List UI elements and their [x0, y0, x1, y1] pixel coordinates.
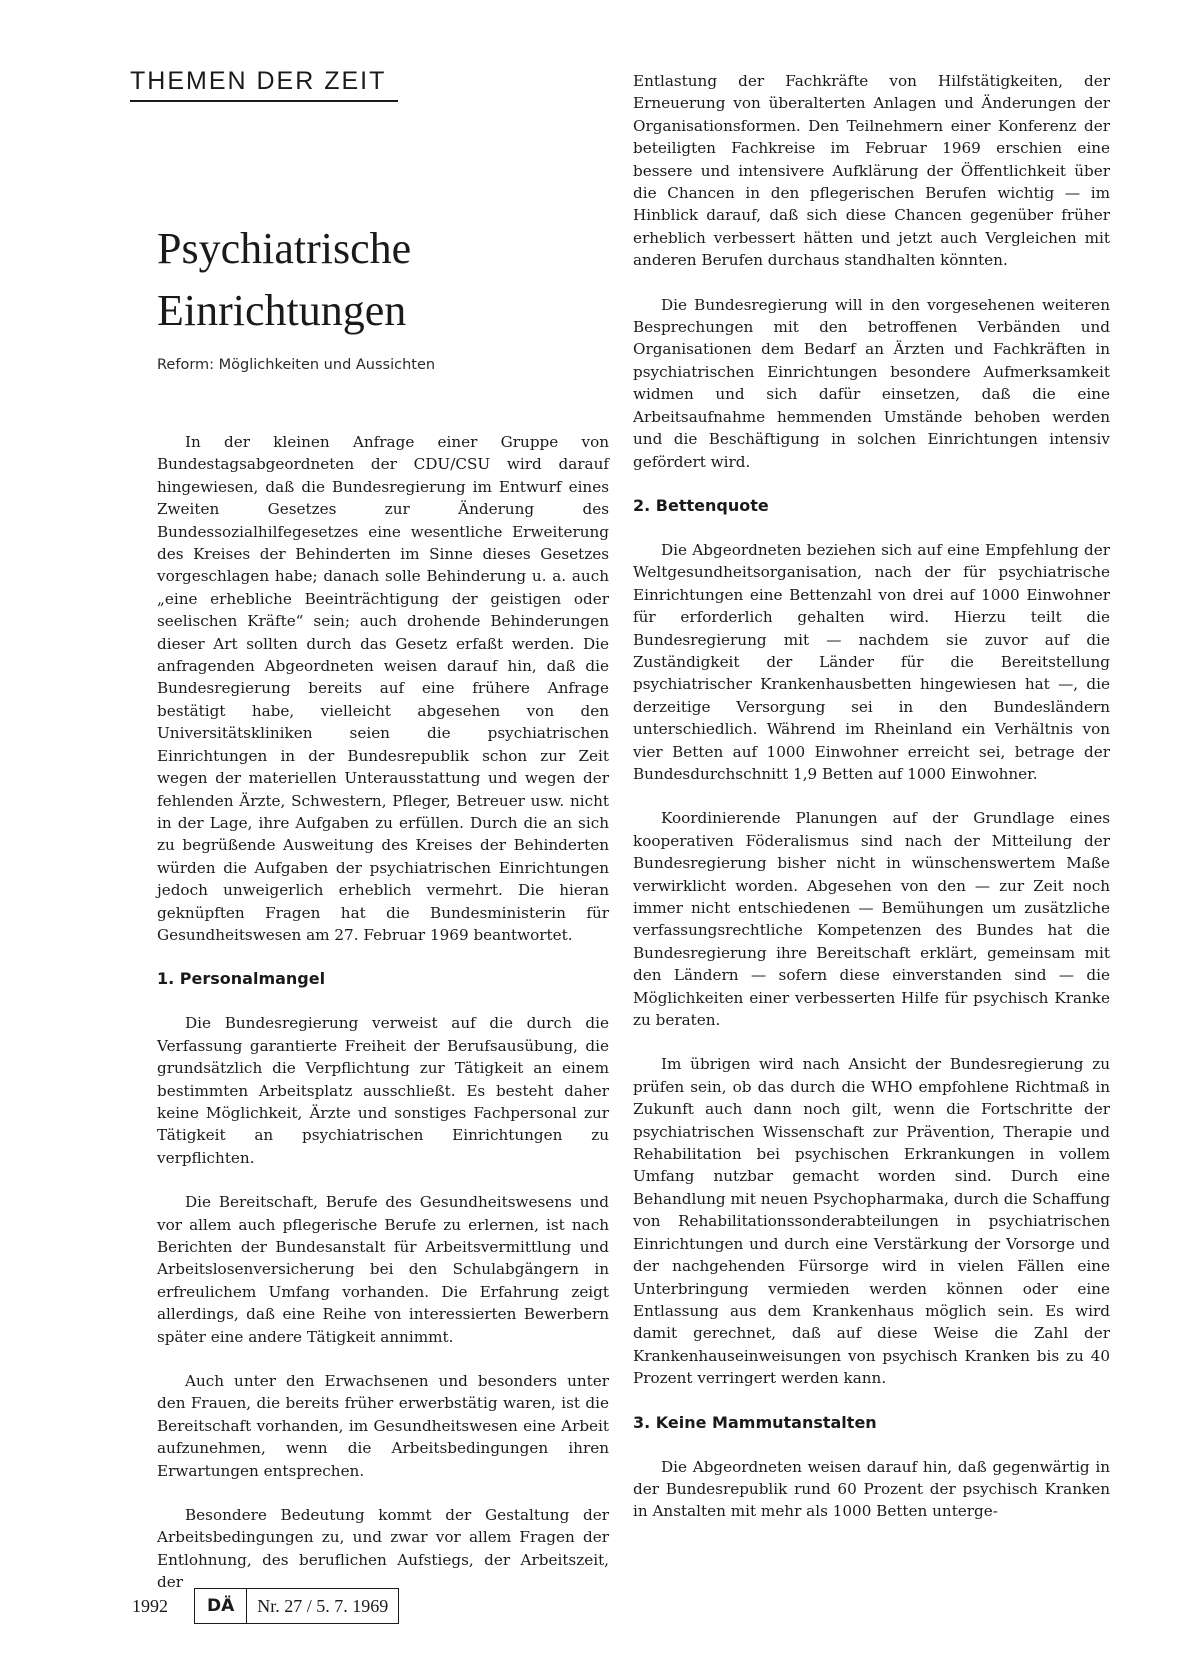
issue-info: Nr. 27 / 5. 7. 1969	[257, 1595, 389, 1616]
page-number: 1992	[132, 1595, 168, 1616]
article-title	[157, 218, 597, 342]
section-heading-personalmangel: 1. Personalmangel	[157, 969, 326, 989]
intro-paragraph: In der kleinen Anfrage einer Gruppe von Bundestagsabgeordneten der CDU/CSU wird darauf hingewiesen, daß die Bundesregierung im Entwurf eines Zweiten Gesetzes zur Änderung des Bundessozialhilfegesetzes eine wesentliche Erweiterung des Kreises der Behinderten im Sinne dieses Gesetzes vorgeschlagen habe; danach solle Behinderung u. a. auch „eine erhebliche Beeinträchtigung der geistigen oder seelischen Kräfte“ sein; auch drohende Behinderungen dieser Art sollten durch das Gesetz erfaßt werden. Die anfragenden Abgeordneten weisen darauf hin, daß die Bundesregierung bereits auf eine frühere Anfrage bestätigt habe, vielleicht abgesehen von den Universitätskliniken seien die psychiatrischen Einrichtungen in der Bundesrepublik schon zur Zeit wegen der materiellen Unterausstattung und wegen der fehlenden Ärzte, Schwestern, Pfleger, Betreuer usw. nicht in der Lage, ihre Aufgaben zu erfüllen. Durch die an sich zu begrüßende Ausweitung des Kreises der Behinderten würden die Aufgaben der psychiatrischen Einrichtungen jedoch unweigerlich erheblich vermehrt. Die hieran geknüpften Fragen hat die Bundesministerin für Gesundheitswesen am 27. Februar 1969 beantwortet.	[157, 433, 609, 944]
paragraph: Im übrigen wird nach Ansicht der Bundesregierung zu prüfen sein, ob das durch die WHO empfohlene Richtmaß in Zukunft auch dann noch gilt, wenn die Fortschritte der psychiatrischen Wissenschaft zur Prävention, Therapie und Rehabilitation bei psychischen Erkrankungen in vollem Umfang nutzbar gemacht worden sind. Durch eine Behandlung mit neuen Psychopharmaka, durch die Schaffung von Rehabilitationssonderabteilungen in psychiatrischen Einrichtungen und durch eine Verstärkung der Vorsorge und der nachgehenden Fürsorge wird in vielen Fällen eine Unterbringung vermieden werden können oder eine Entlassung aus dem Krankenhaus möglich sein. Es wird damit gerechnet, daß auf diese Weise die Zahl der Krankenhauseinweisungen von psychisch Kranken bis zu 40 Prozent verringert werden kann.	[633, 1055, 1110, 1388]
paragraph: Besondere Bedeutung kommt der Gestaltung der Arbeitsbedingungen zu, und zwar vor allem Fragen der Entlohnung, des beruflichen Aufstiegs, der Arbeitszeit, der	[157, 1506, 609, 1592]
paragraph: Die Abgeordneten weisen darauf hin, daß gegenwärtig in der Bundesrepublik rund 60 Prozent der psychisch Kranken in Anstalten mit mehr als 1000 Betten unterge-	[633, 1457, 1110, 1521]
section-heading-keine-mammutanstalten: 3. Keine Mammutanstalten	[633, 1412, 877, 1432]
article-subtitle: Reform: Möglichkeiten und Aussichten	[157, 357, 436, 373]
section-heading-bettenquote: 2. Bettenquote	[633, 495, 769, 515]
article-title-line-1: Psychiatrische	[157, 224, 412, 273]
right-column	[633, 70, 1110, 1545]
left-column	[157, 431, 609, 1616]
paragraph: Die Bereitschaft, Berufe des Gesundheitswesens und vor allem auch pflegerische Berufe zu erlernen, ist nach Berichten der Bundesanstalt für Arbeitsvermittlung und Arbeitslosenversicherung bei den Schulabgängern in erfreulichem Umfang vorhanden. Die Erfahrung zeigt allerdings, daß eine Reihe von interessierten Bewerbern später eine andere Tätigkeit annimmt.	[157, 1193, 609, 1346]
paragraph: Koordinierende Planungen auf der Grundlage eines kooperativen Föderalismus sind nach der Mitteilung der Bundesregierung bisher nicht in wünschenswertem Maße verwirklicht worden. Abgesehen von den — zur Zeit noch immer nicht entschiedenen — Bemühungen um zusätzliche verfassungsrechtliche Kompetenzen des Bundes hat die Bundesregierung ihre Bereitschaft erklärt, gemeinsam mit den Ländern — sofern diese einverstanden sind — die Möglichkeiten einer verbesserten Hilfe für psychisch Kranke zu beraten.	[633, 809, 1110, 1030]
section-heading: THEMEN DER ZEIT	[130, 66, 398, 102]
page-footer	[132, 1588, 399, 1624]
journal-box	[194, 1588, 399, 1624]
journal-mark: DÄ	[195, 1589, 247, 1623]
paragraph: Die Bundesregierung will in den vorgesehenen weiteren Besprechungen mit den betroffenen Verbänden und Organisationen dem Bedarf an Ärzten und Fachkräften in psychiatrischen Einrichtungen besondere Aufmerksamkeit widmen und sich dafür einsetzen, daß die eine Arbeitsaufnahme hemmenden Umstände behoben werden und die Beschäftigung in solchen Einrichtungen intensiv gefördert wird.	[633, 295, 1110, 471]
continued-paragraph: Entlastung der Fachkräfte von Hilfstätigkeiten, der Erneuerung von überalterten Anlagen und Änderungen der Organisationsformen. Den Teilnehmern einer Konferenz der beteiligten Fachkreise im Februar 1969 erschien eine bessere und intensivere Aufklärung der Öffentlichkeit über die Chancen in den pflegerischen Berufen wichtig — im Hinblick darauf, daß sich diese Chancen gegenüber früher erheblich verbessert hätten und jetzt auch Vergleichen mit anderen Berufen durchaus standhalten könnten.	[633, 72, 1110, 270]
paragraph: Auch unter den Erwachsenen und besonders unter den Frauen, die bereits früher erwerbstätig waren, ist die Bereitschaft vorhanden, im Gesundheitswesen eine Arbeit aufzunehmen, wenn die Arbeitsbedingungen ihren Erwartungen entsprechen.	[157, 1372, 609, 1480]
article-title-line-2: Einrichtungen	[157, 286, 407, 335]
paragraph: Die Abgeordneten beziehen sich auf eine Empfehlung der Weltgesundheitsorganisation, nach der für psychiatrische Einrichtungen eine Bettenzahl von drei auf 1000 Einwohner für erforderlich gehalten wird. Hierzu teilt die Bundesregierung mit — nachdem sie zuvor auf die Zuständigkeit der Länder für die Bereitstellung psychiatrischer Krankenhausbetten hingewiesen hat —, die derzeitige Versorgung sei in den Bundesländern unterschiedlich. Während im Rheinland ein Verhältnis von vier Betten auf 1000 Einwohner erreicht sei, betrage der Bundesdurchschnitt 1,9 Betten auf 1000 Einwohner.	[633, 540, 1110, 783]
paragraph: Die Bundesregierung verweist auf die durch die Verfassung garantierte Freiheit der Berufsausübung, die grundsätzlich die Verpflichtung zur Tätigkeit an einem bestimmten Arbeitsplatz ausschließt. Es besteht daher keine Möglichkeit, Ärzte und sonstiges Fachpersonal zur Tätigkeit an psychiatrischen Einrichtungen zu verpflichten.	[157, 1014, 609, 1167]
